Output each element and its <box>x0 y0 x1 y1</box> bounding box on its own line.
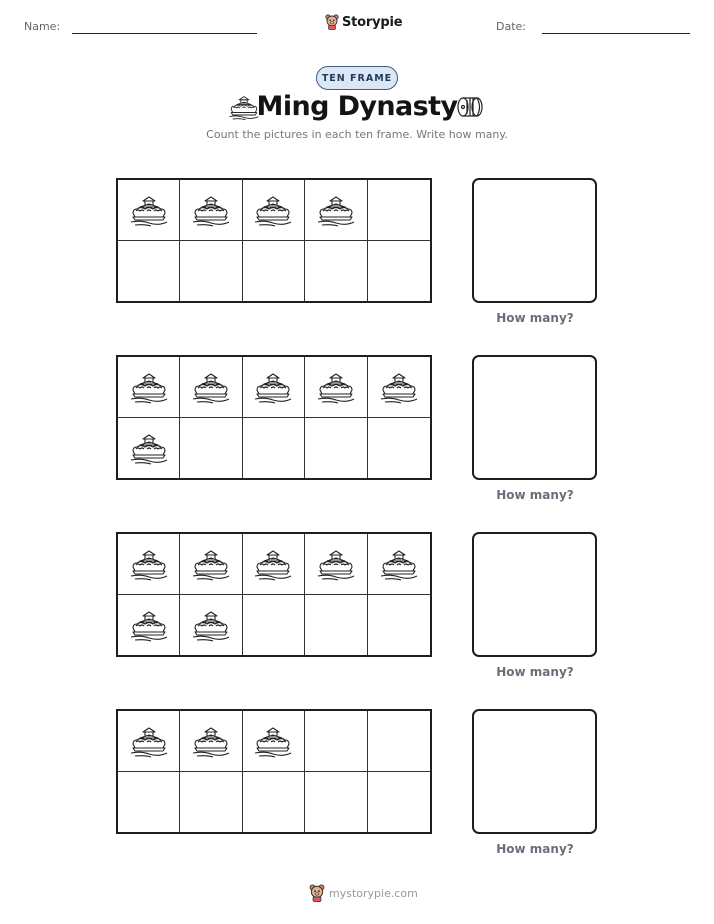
bear-mascot-icon <box>309 884 325 902</box>
answer-box[interactable] <box>472 709 597 834</box>
ten-frame-cell <box>180 772 242 833</box>
ten-frame-cell <box>243 418 305 479</box>
brand-name: Storypie <box>342 14 403 30</box>
palace-icon <box>191 608 231 642</box>
ten-frame-cell <box>305 418 367 479</box>
ten-frame-cell <box>305 711 367 772</box>
ten-frame-cell <box>305 595 367 656</box>
ten-frame-cell <box>305 180 367 241</box>
date-label: Date: <box>496 20 526 33</box>
palace-icon <box>379 370 419 404</box>
palace-icon <box>129 547 169 581</box>
ten-frame-cell <box>118 534 180 595</box>
palace-icon <box>316 547 356 581</box>
name-label: Name: <box>24 20 61 33</box>
palace-icon <box>379 547 419 581</box>
ten-frame-cell <box>180 711 242 772</box>
how-many-label: How many? <box>496 665 574 679</box>
ten-frame-cell <box>368 180 430 241</box>
palace-icon <box>191 193 231 227</box>
palace-icon <box>316 370 356 404</box>
ten-frame-cell <box>180 357 242 418</box>
ten-frame-cell <box>118 180 180 241</box>
ten-frame-cell <box>243 180 305 241</box>
ten-frame-cell <box>243 534 305 595</box>
ten-frame-cell <box>368 357 430 418</box>
ten-frame-cell <box>243 772 305 833</box>
palace-icon <box>129 193 169 227</box>
ten-frame-cell <box>118 418 180 479</box>
name-line[interactable] <box>72 33 257 34</box>
ten-frame <box>116 532 432 657</box>
ten-frame-cell <box>305 357 367 418</box>
ten-frame-cell <box>243 711 305 772</box>
ten-frame <box>116 178 432 303</box>
ten-frame-cell <box>180 595 242 656</box>
ten-frame-cell <box>180 180 242 241</box>
ten-frame-cell <box>305 534 367 595</box>
instructions: Count the pictures in each ten frame. Write how many. <box>206 128 508 141</box>
how-many-label: How many? <box>496 488 574 502</box>
ten-frame-cell <box>368 534 430 595</box>
answer-box[interactable] <box>472 178 597 303</box>
ten-frame-cell <box>368 711 430 772</box>
how-many-label: How many? <box>496 311 574 325</box>
ten-frame-cell <box>180 418 242 479</box>
ten-frame <box>116 355 432 480</box>
palace-icon <box>191 724 231 758</box>
palace-icon <box>191 547 231 581</box>
palace-icon <box>129 431 169 465</box>
ten-frame-cell <box>305 241 367 302</box>
palace-icon <box>129 724 169 758</box>
footer <box>309 884 418 902</box>
ten-frame-badge: TEN FRAME <box>316 66 398 90</box>
page-title: Ming Dynasty <box>256 91 458 122</box>
palace-icon <box>253 724 293 758</box>
palace-icon <box>253 547 293 581</box>
ten-frame-cell <box>118 241 180 302</box>
palace-icon <box>191 370 231 404</box>
how-many-label: How many? <box>496 842 574 856</box>
palace-icon <box>129 370 169 404</box>
ten-frame-cell <box>305 772 367 833</box>
ten-frame-cell <box>368 241 430 302</box>
ten-frame-cell <box>118 595 180 656</box>
ten-frame-cell <box>243 595 305 656</box>
palace-icon <box>253 370 293 404</box>
answer-box[interactable] <box>472 532 597 657</box>
ten-frame-cell <box>243 241 305 302</box>
ten-frame-cell <box>368 595 430 656</box>
ten-frame-cell <box>368 772 430 833</box>
ten-frame-cell <box>368 418 430 479</box>
drum-icon <box>456 95 484 119</box>
ten-frame-cell <box>118 357 180 418</box>
ten-frame-cell <box>180 241 242 302</box>
palace-icon <box>129 608 169 642</box>
footer-url: mystorypie.com <box>329 886 418 900</box>
ten-frame <box>116 709 432 834</box>
palace-icon <box>316 193 356 227</box>
brand-logo <box>325 14 402 30</box>
bear-mascot-icon <box>325 14 339 30</box>
palace-icon <box>253 193 293 227</box>
date-line[interactable] <box>542 33 690 34</box>
ten-frame-cell <box>118 772 180 833</box>
ten-frame-cell <box>180 534 242 595</box>
answer-box[interactable] <box>472 355 597 480</box>
ten-frame-cell <box>243 357 305 418</box>
ten-frame-cell <box>118 711 180 772</box>
